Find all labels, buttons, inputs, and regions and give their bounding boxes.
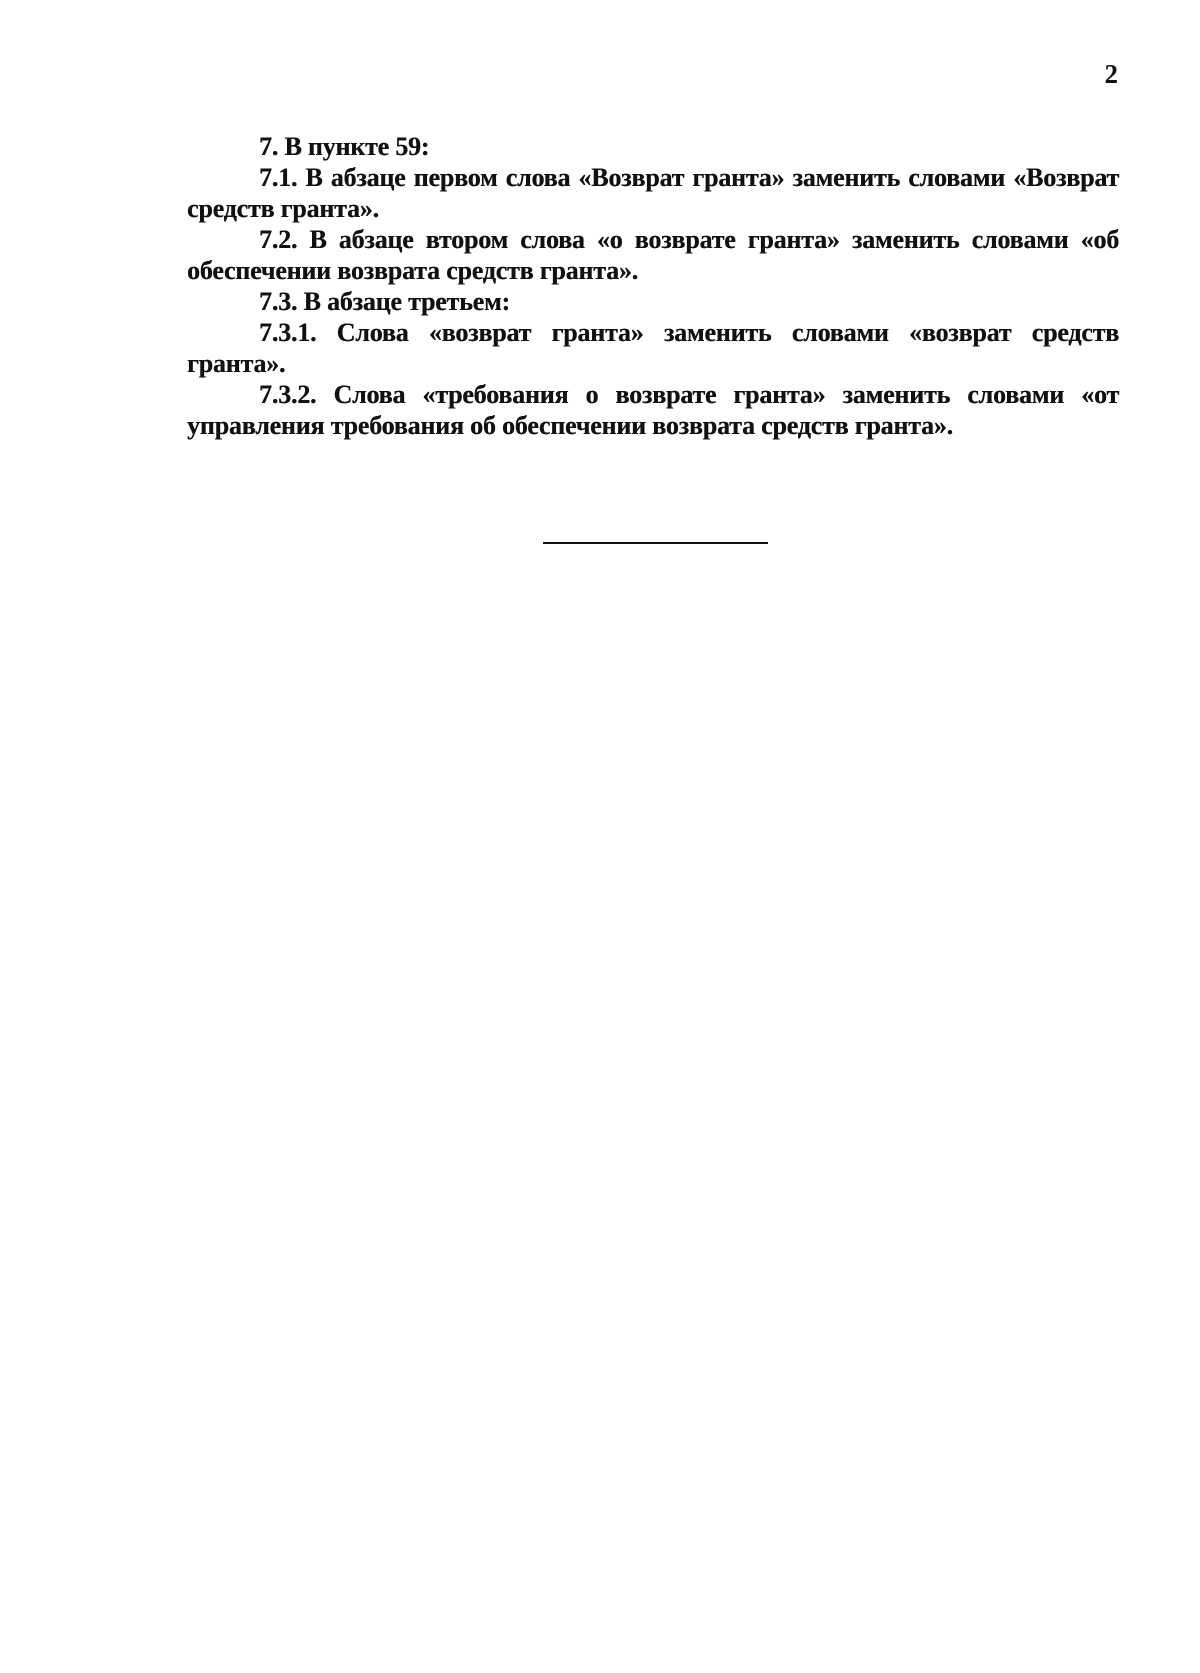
closing-separator-line xyxy=(543,542,768,544)
paragraph-item-7-2: 7.2. В абзаце втором слова «о возврате гранта» заменить словами «об обеспечении возврата средств гранта». xyxy=(187,225,1119,285)
paragraph-item-7-3-2: 7.3.2. Слова «требования о возврате гранта» заменить словами «от управления требования об обеспечении возврата средств гранта». xyxy=(187,380,1119,440)
paragraph-item-7-3-1: 7.3.1. Слова «возврат гранта» заменить словами «возврат средств гранта». xyxy=(187,318,1119,378)
paragraph-item-7: 7. В пункте 59: xyxy=(259,132,430,161)
page-number: 2 xyxy=(1104,59,1118,89)
paragraph-item-7-1: 7.1. В абзаце первом слова «Возврат гранта» заменить словами «Возврат средств гранта». xyxy=(187,163,1119,223)
document-body xyxy=(187,131,1119,441)
paragraph-item-7-3: 7.3. В абзаце третьем: xyxy=(259,287,510,316)
